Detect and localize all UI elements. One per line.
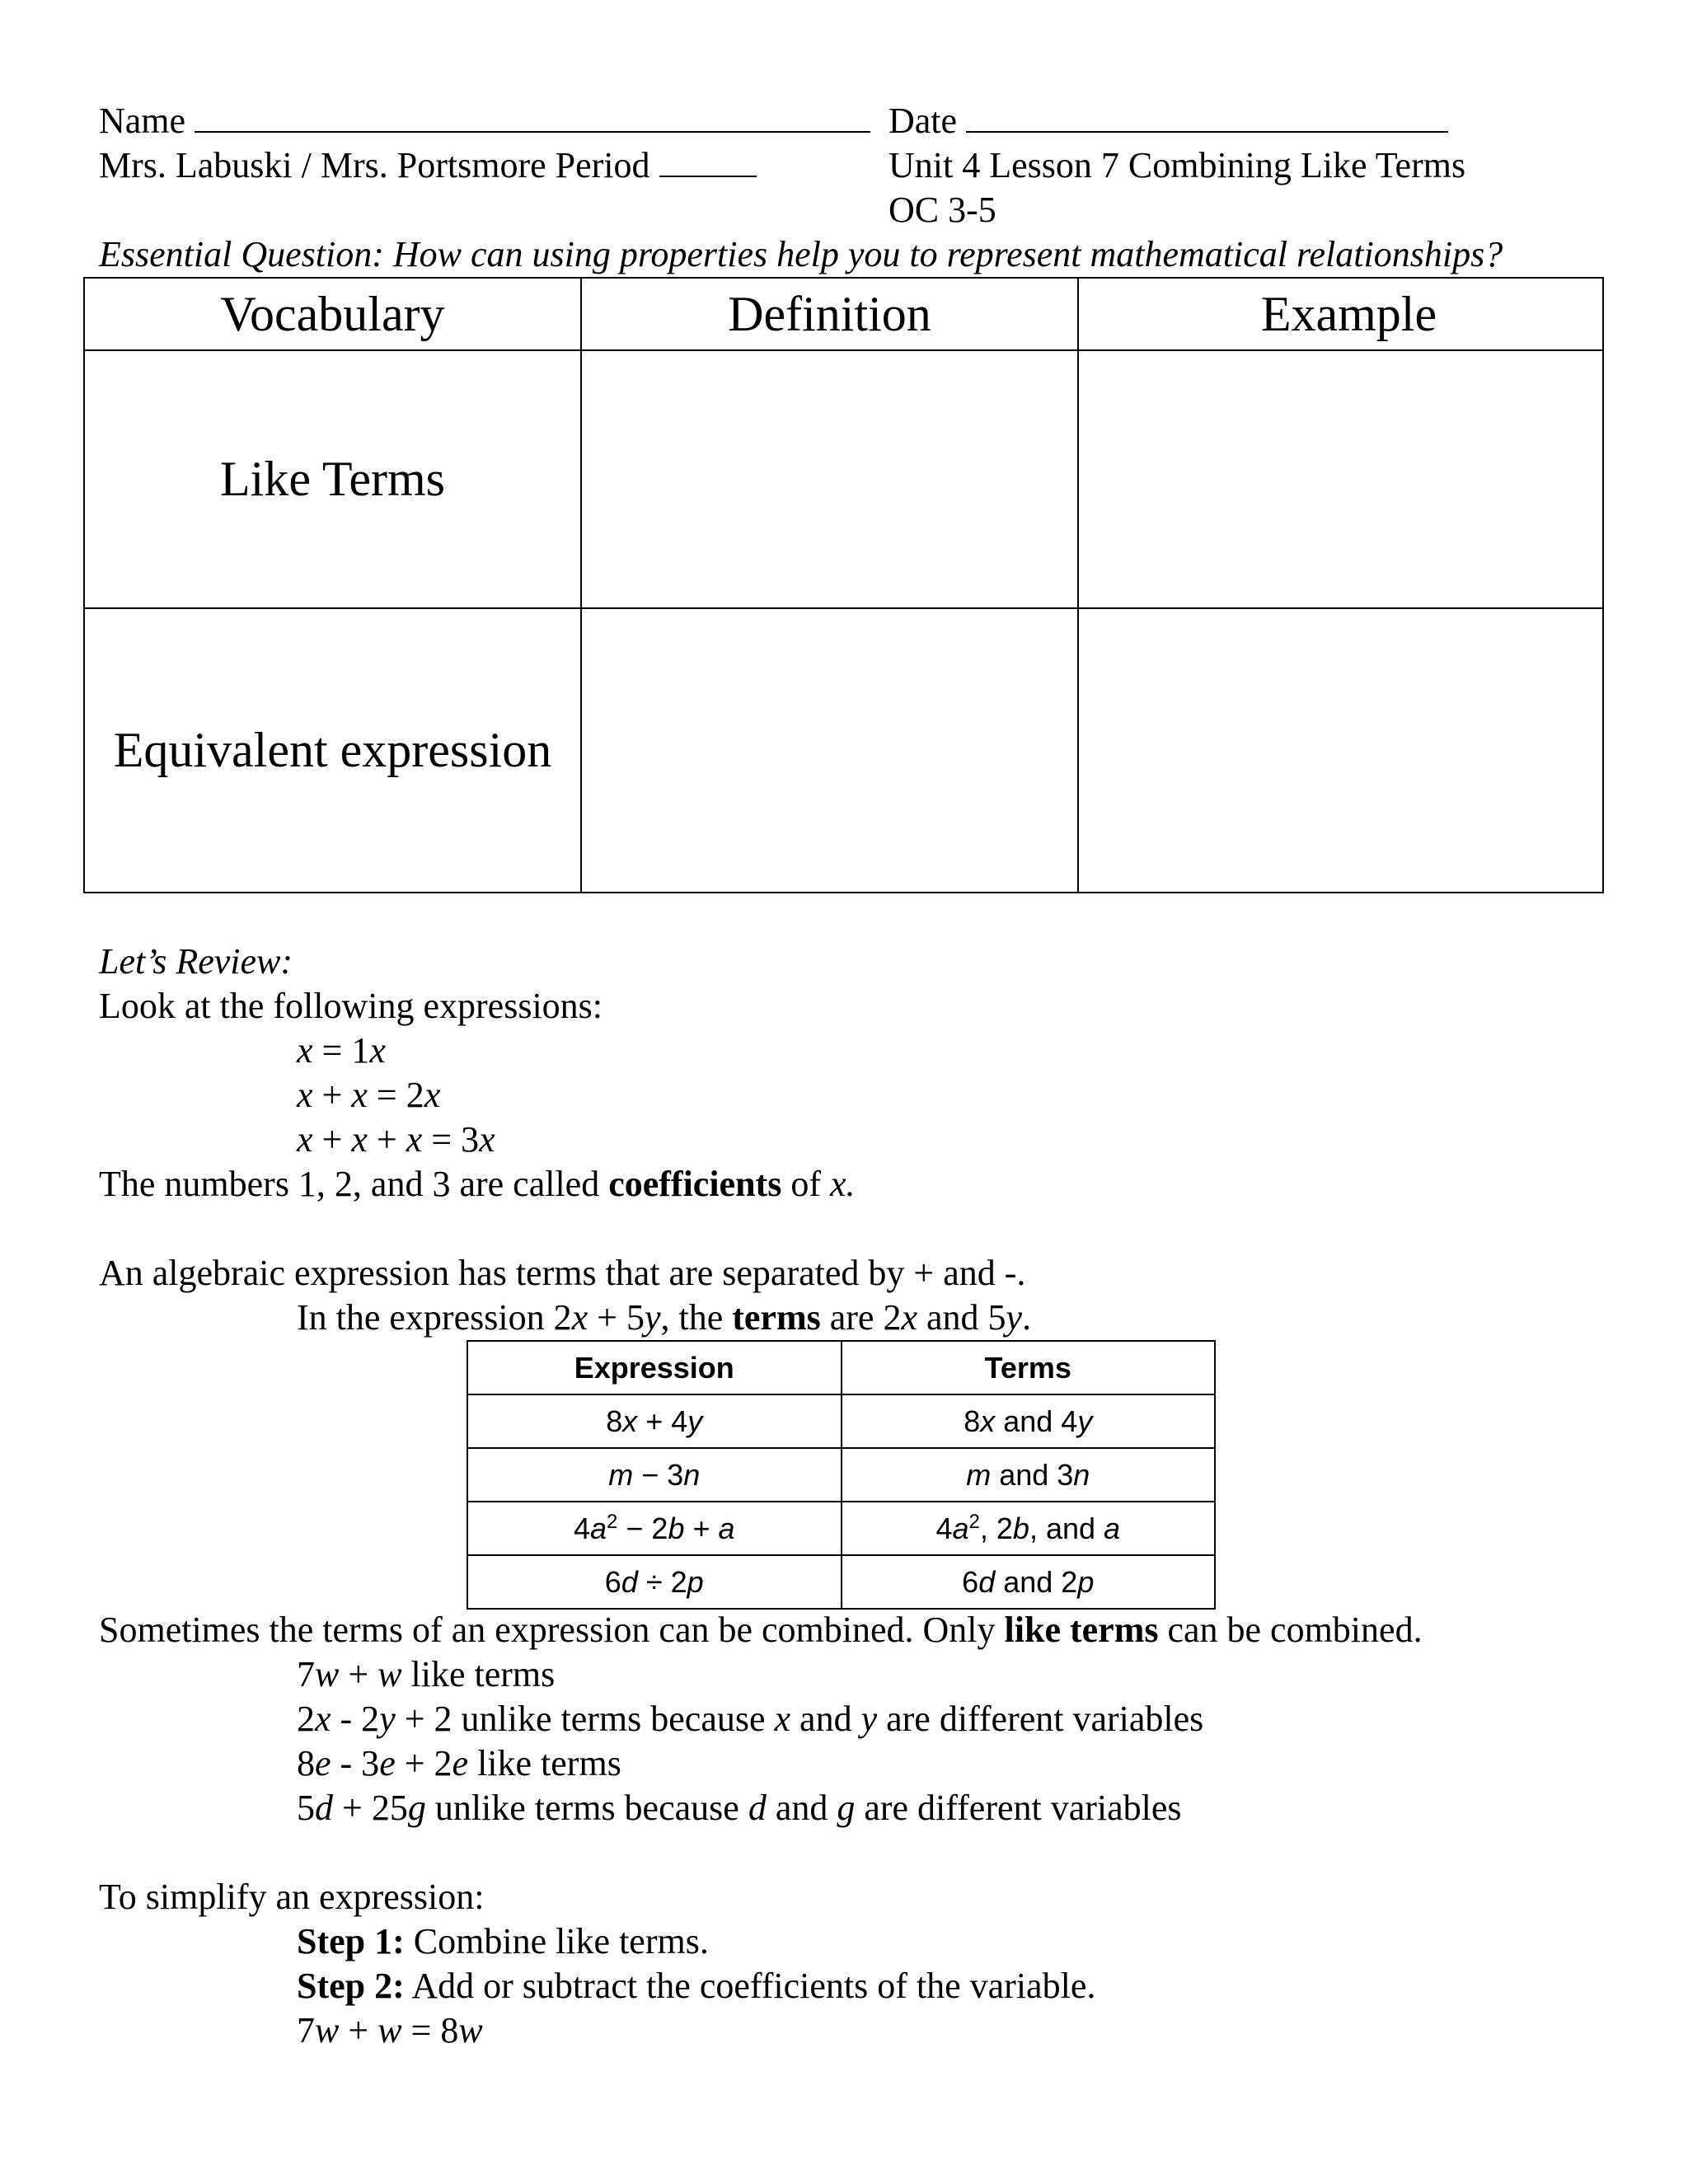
table-row bbox=[467, 1448, 1215, 1502]
terms-example-sentence: In the expression 2x + 5y, the terms are 2x and 5y. bbox=[297, 1297, 1032, 1338]
combine-intro bbox=[99, 1608, 1423, 1652]
vocab-row-like-terms bbox=[84, 350, 1603, 608]
expression-cell: 6d ÷ 2p bbox=[467, 1555, 842, 1609]
date-label: Date bbox=[889, 101, 958, 141]
vocab-header-example: Example bbox=[1078, 278, 1603, 350]
name-label: Name bbox=[99, 101, 186, 141]
essential-question: Essential Question: How can using properties help you to represent mathematical relationships? bbox=[99, 234, 1503, 274]
terms-header-terms: Terms bbox=[842, 1341, 1216, 1394]
date-blank[interactable] bbox=[966, 101, 1448, 133]
terms-header-expression: Expression bbox=[467, 1341, 842, 1394]
unit-lesson: Unit 4 Lesson 7 Combining Like Terms bbox=[889, 145, 1466, 185]
terms-header-row bbox=[467, 1341, 1215, 1394]
terms-cell: m and 3n bbox=[842, 1448, 1216, 1502]
review-heading: Let’s Review: bbox=[99, 941, 293, 982]
table-row bbox=[467, 1394, 1215, 1448]
oc-code: OC 3-5 bbox=[889, 190, 996, 230]
step-2-text: Add or subtract the coefficients of the variable. bbox=[411, 1966, 1096, 2006]
terms-intro: An algebraic expression has terms that are separated by + and -. bbox=[99, 1253, 1026, 1293]
teachers-text: Mrs. Labuski / Mrs. Portsmore Period bbox=[99, 145, 650, 185]
date-line[interactable] bbox=[889, 99, 1448, 143]
combine-intro-suffix: can be combined. bbox=[1167, 1610, 1423, 1650]
vocab-example-cell[interactable] bbox=[1078, 608, 1603, 893]
terms-example-prefix: In the expression 2 bbox=[297, 1297, 572, 1338]
terms-cell: $4a^2$, 2b, and a bbox=[842, 1502, 1216, 1555]
table-row bbox=[467, 1502, 1215, 1555]
vocab-term: Like Terms bbox=[84, 350, 581, 608]
coefficients-variable: x. bbox=[830, 1164, 856, 1204]
combine-intro-prefix: Sometimes the terms of an expression can be combined. Only bbox=[99, 1610, 996, 1650]
expression-terms-table bbox=[467, 1340, 1216, 1610]
vocab-header-row bbox=[84, 278, 1603, 350]
step-1 bbox=[297, 1919, 709, 1964]
simplify-intro: To simplify an expression: bbox=[99, 1877, 485, 1917]
step-1-label: Step 1: bbox=[297, 1921, 405, 1961]
coefficients-word: coefficients bbox=[608, 1164, 782, 1204]
step-2-label: Step 2: bbox=[297, 1966, 405, 2006]
terms-word: terms bbox=[732, 1297, 821, 1338]
coefficients-prefix: The numbers 1, 2, and 3 are called bbox=[99, 1164, 600, 1204]
expression-cell: 8x + 4y bbox=[467, 1394, 842, 1448]
terms-cell: 8x and 4y bbox=[842, 1394, 1216, 1448]
expression-cell: $4a^2 - 2b + a$ bbox=[467, 1502, 842, 1555]
combine-example-4: 5d + 25g unlike terms because d and g are different variables bbox=[297, 1788, 1182, 1828]
expression-line-2: x + x = 2x bbox=[297, 1075, 441, 1115]
coefficients-sentence bbox=[99, 1162, 856, 1207]
terms-example-suffix: are 2 bbox=[829, 1297, 902, 1338]
vocab-header-vocabulary: Vocabulary bbox=[84, 278, 581, 350]
expression-line-3: x + x + x = 3x bbox=[297, 1119, 495, 1160]
period-line[interactable] bbox=[99, 143, 757, 188]
vocab-definition-cell[interactable] bbox=[581, 608, 1078, 893]
simplify-example: 7w + w = 8w bbox=[297, 2010, 483, 2050]
terms-cell: 6d and 2p bbox=[842, 1555, 1216, 1609]
coefficients-suffix: of bbox=[790, 1164, 821, 1204]
vocab-example-cell[interactable] bbox=[1078, 350, 1603, 608]
expression-line-1: x = 1x bbox=[297, 1030, 386, 1071]
vocab-row-equivalent-expression bbox=[84, 608, 1603, 893]
table-row bbox=[467, 1555, 1215, 1609]
step-1-text: Combine like terms. bbox=[413, 1921, 709, 1961]
period-blank[interactable] bbox=[659, 146, 757, 177]
vocab-definition-cell[interactable] bbox=[581, 350, 1078, 608]
vocab-header-definition: Definition bbox=[581, 278, 1078, 350]
combine-example-3: 8e - 3e + 2e like terms bbox=[297, 1743, 621, 1783]
expression-cell: m − 3n bbox=[467, 1448, 842, 1502]
combine-intro-bold: like terms bbox=[1004, 1610, 1159, 1650]
combine-example-2: 2x - 2y + 2 unlike terms because x and y are different variables bbox=[297, 1699, 1204, 1739]
vocabulary-table bbox=[83, 277, 1604, 893]
vocab-term: Equivalent expression bbox=[84, 608, 581, 893]
step-2 bbox=[297, 1964, 1095, 2008]
name-blank[interactable] bbox=[195, 101, 870, 133]
review-intro: Look at the following expressions: bbox=[99, 986, 603, 1026]
name-line[interactable] bbox=[99, 99, 870, 143]
combine-example-1: 7w + w like terms bbox=[297, 1654, 556, 1694]
